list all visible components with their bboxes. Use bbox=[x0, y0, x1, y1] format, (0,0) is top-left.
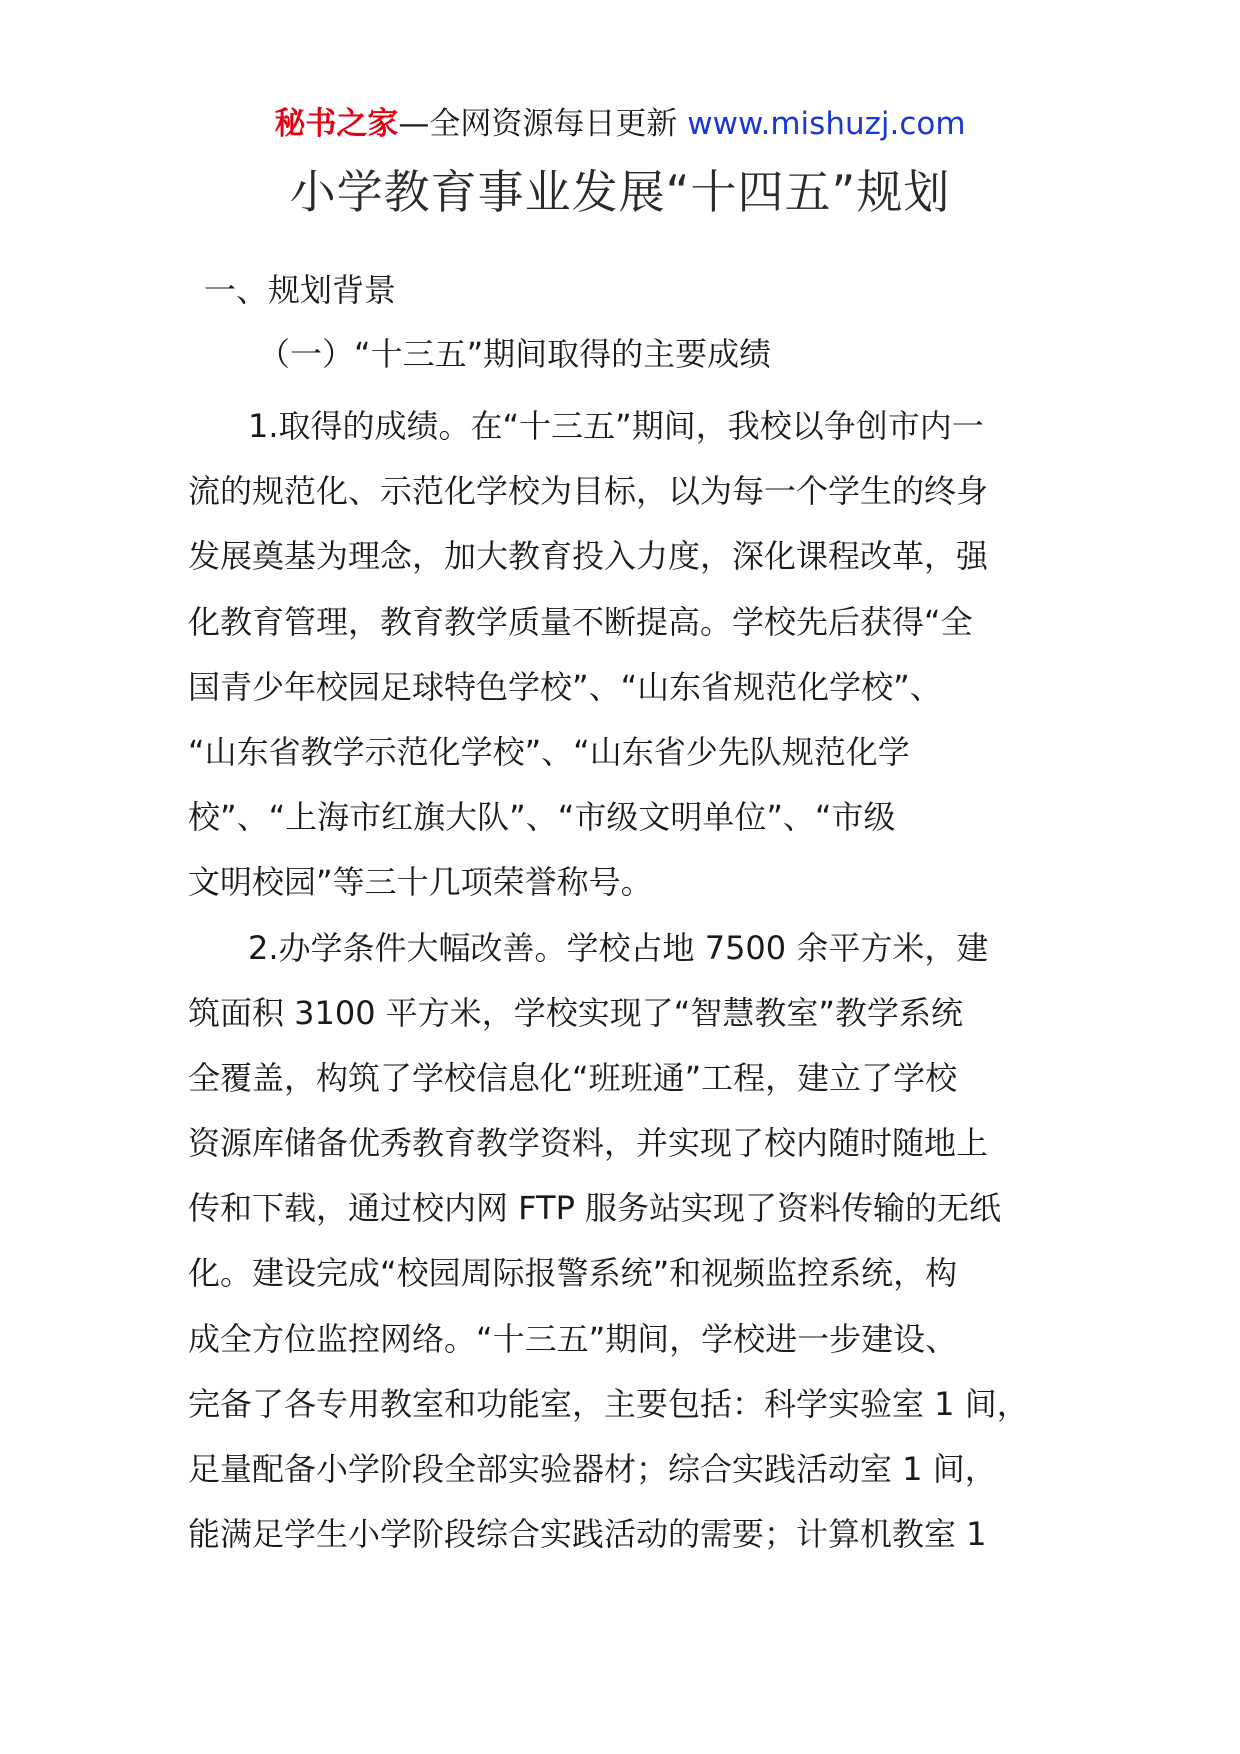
paragraph-conditions bbox=[188, 916, 1068, 1568]
paragraph-line: 完备了各专用教室和功能室，主要包括：科学实验室 1 间， bbox=[188, 1384, 1029, 1423]
banner-url-link[interactable]: www.mishuzj.com bbox=[687, 106, 966, 142]
banner-slogan: —全网资源每日更新 bbox=[398, 106, 688, 142]
subsection-heading: （一）“十三五”期间取得的主要成绩 bbox=[258, 335, 772, 373]
paragraph-line: 流的规范化、示范化学校为目标，以为每一个学生的终身 bbox=[188, 472, 989, 511]
paragraph-line: 文明校园”等三十几项荣誉称号。 bbox=[188, 863, 653, 902]
site-banner bbox=[0, 104, 1240, 144]
section-heading: 一、规划背景 bbox=[204, 271, 397, 309]
paragraph-line: 传和下载，通过校内网 FTP 服务站实现了资料传输的无纸 bbox=[188, 1189, 1002, 1228]
document-title: 小学教育事业发展“十四五”规划 bbox=[289, 165, 951, 219]
paragraph-line: 资源库储备优秀教育教学资料，并实现了校内随时随地上 bbox=[188, 1124, 989, 1163]
banner-brand: 秘书之家 bbox=[274, 106, 399, 142]
paragraph-line: 筑面积 3100 平方米，学校实现了“智慧教室”教学系统 bbox=[188, 993, 963, 1032]
document-body bbox=[188, 394, 1068, 1567]
paragraph-line: 国青少年校园足球特色学校”、“山东省规范化学校”、 bbox=[188, 667, 942, 706]
paragraph-line: 2.办学条件大幅改善。学校占地 7500 余平方米，建 bbox=[248, 928, 989, 967]
paragraph-line: 1.取得的成绩。在“十三五”期间，我校以争创市内一 bbox=[248, 407, 984, 445]
paragraph-line: 化教育管理，教育教学质量不断提高。学校先后获得“全 bbox=[188, 602, 973, 641]
paragraph-line: 能满足学生小学阶段综合实践活动的需要；计算机教室 1 bbox=[188, 1515, 987, 1554]
paragraph-line: 成全方位监控网络。“十三五”期间，学校进一步建设、 bbox=[188, 1319, 958, 1358]
paragraph-line: 发展奠基为理念，加大教育投入力度，深化课程改革，强 bbox=[188, 537, 989, 576]
paragraph-achievements bbox=[188, 394, 1068, 916]
paragraph-line: 全覆盖，构筑了学校信息化“班班通”工程，建立了学校 bbox=[188, 1058, 958, 1097]
paragraph-line: 化。建设完成“校园周际报警系统”和视频监控系统，构 bbox=[188, 1254, 958, 1293]
paragraph-line: 足量配备小学阶段全部实验器材；综合实践活动室 1 间， bbox=[188, 1450, 997, 1488]
paragraph-line: 校”、“上海市红旗大队”、“市级文明单位”、“市级 bbox=[188, 798, 896, 837]
paragraph-line: “山东省教学示范化学校”、“山东省少先队规范化学 bbox=[188, 732, 910, 771]
